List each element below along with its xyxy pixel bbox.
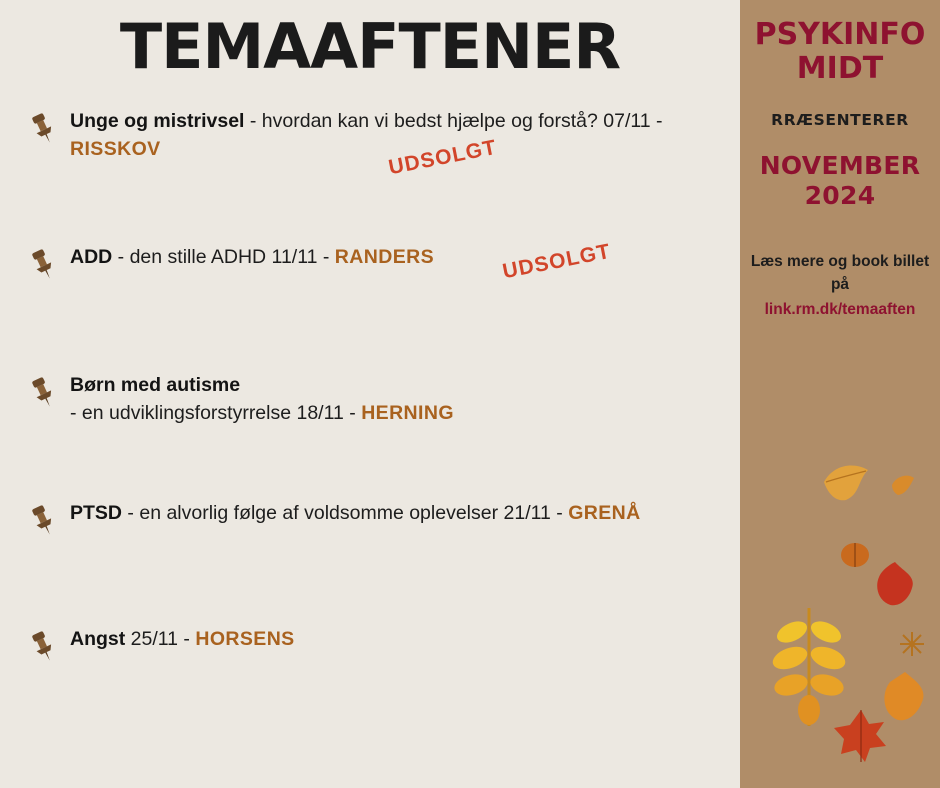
event-city: GRENÅ <box>568 502 641 525</box>
pushpin-icon <box>26 623 70 663</box>
list-item[interactable] <box>26 105 724 191</box>
event-text <box>70 623 295 653</box>
event-title: ADD <box>70 246 113 269</box>
year-label: 2024 <box>804 181 876 211</box>
status-badge: UDSOLGT <box>500 239 613 284</box>
brand-name <box>740 0 940 85</box>
month-label: NOVEMBER <box>759 151 921 181</box>
event-text <box>70 497 641 527</box>
pushpin-icon <box>26 369 70 409</box>
event-title: Unge og mistrivsel <box>70 110 245 133</box>
booking-link[interactable]: link.rm.dk/temaaften <box>764 300 916 318</box>
event-details: - hvordan kan vi bedst hjælpe og forstå? 07/11 - <box>244 110 663 133</box>
page-title: TEMAAFTENER <box>119 10 621 83</box>
event-text <box>70 239 613 284</box>
event-city: RISSKOV <box>70 138 161 161</box>
leaf-icon <box>832 708 890 764</box>
brand-line-2: MIDT <box>796 50 884 86</box>
leaf-icon <box>872 560 918 610</box>
event-details: - en udviklingsforstyrrelse 18/11 - <box>70 402 362 425</box>
event-title: PTSD <box>70 502 123 525</box>
event-city: HERNING <box>361 402 454 425</box>
brand-line-1: PSYKINFO <box>754 17 926 52</box>
status-badge: UDSOLGT <box>386 135 499 180</box>
event-details: - en alvorlig følge af voldsomme oplevelser 21/11 - <box>122 502 569 525</box>
sidebar <box>740 0 940 788</box>
list-item[interactable] <box>26 497 724 583</box>
leaf-icon <box>898 630 926 658</box>
list-item[interactable] <box>26 623 724 709</box>
event-details: - den stille ADHD 11/11 - <box>112 246 335 269</box>
event-details: 25/11 - <box>125 628 196 651</box>
leaf-icon <box>890 472 916 498</box>
pushpin-icon <box>26 105 70 145</box>
event-city: RANDERS <box>334 246 435 269</box>
booking-info: Læs mere og book billet på <box>750 253 930 294</box>
leaf-icon <box>820 460 872 504</box>
event-title: Angst <box>70 628 126 651</box>
presents-label: RRÆSENTERER <box>771 111 909 130</box>
event-text <box>70 105 710 180</box>
pushpin-icon <box>26 241 70 281</box>
event-city: HORSENS <box>195 628 295 651</box>
leaf-icon <box>838 538 872 570</box>
event-text <box>70 369 454 428</box>
list-item[interactable] <box>26 369 724 455</box>
event-title: Børn med autisme <box>70 374 241 397</box>
list-item[interactable] <box>26 241 724 327</box>
event-list <box>0 105 740 709</box>
autumn-leaves-decoration <box>740 440 940 788</box>
pushpin-icon <box>26 497 70 537</box>
